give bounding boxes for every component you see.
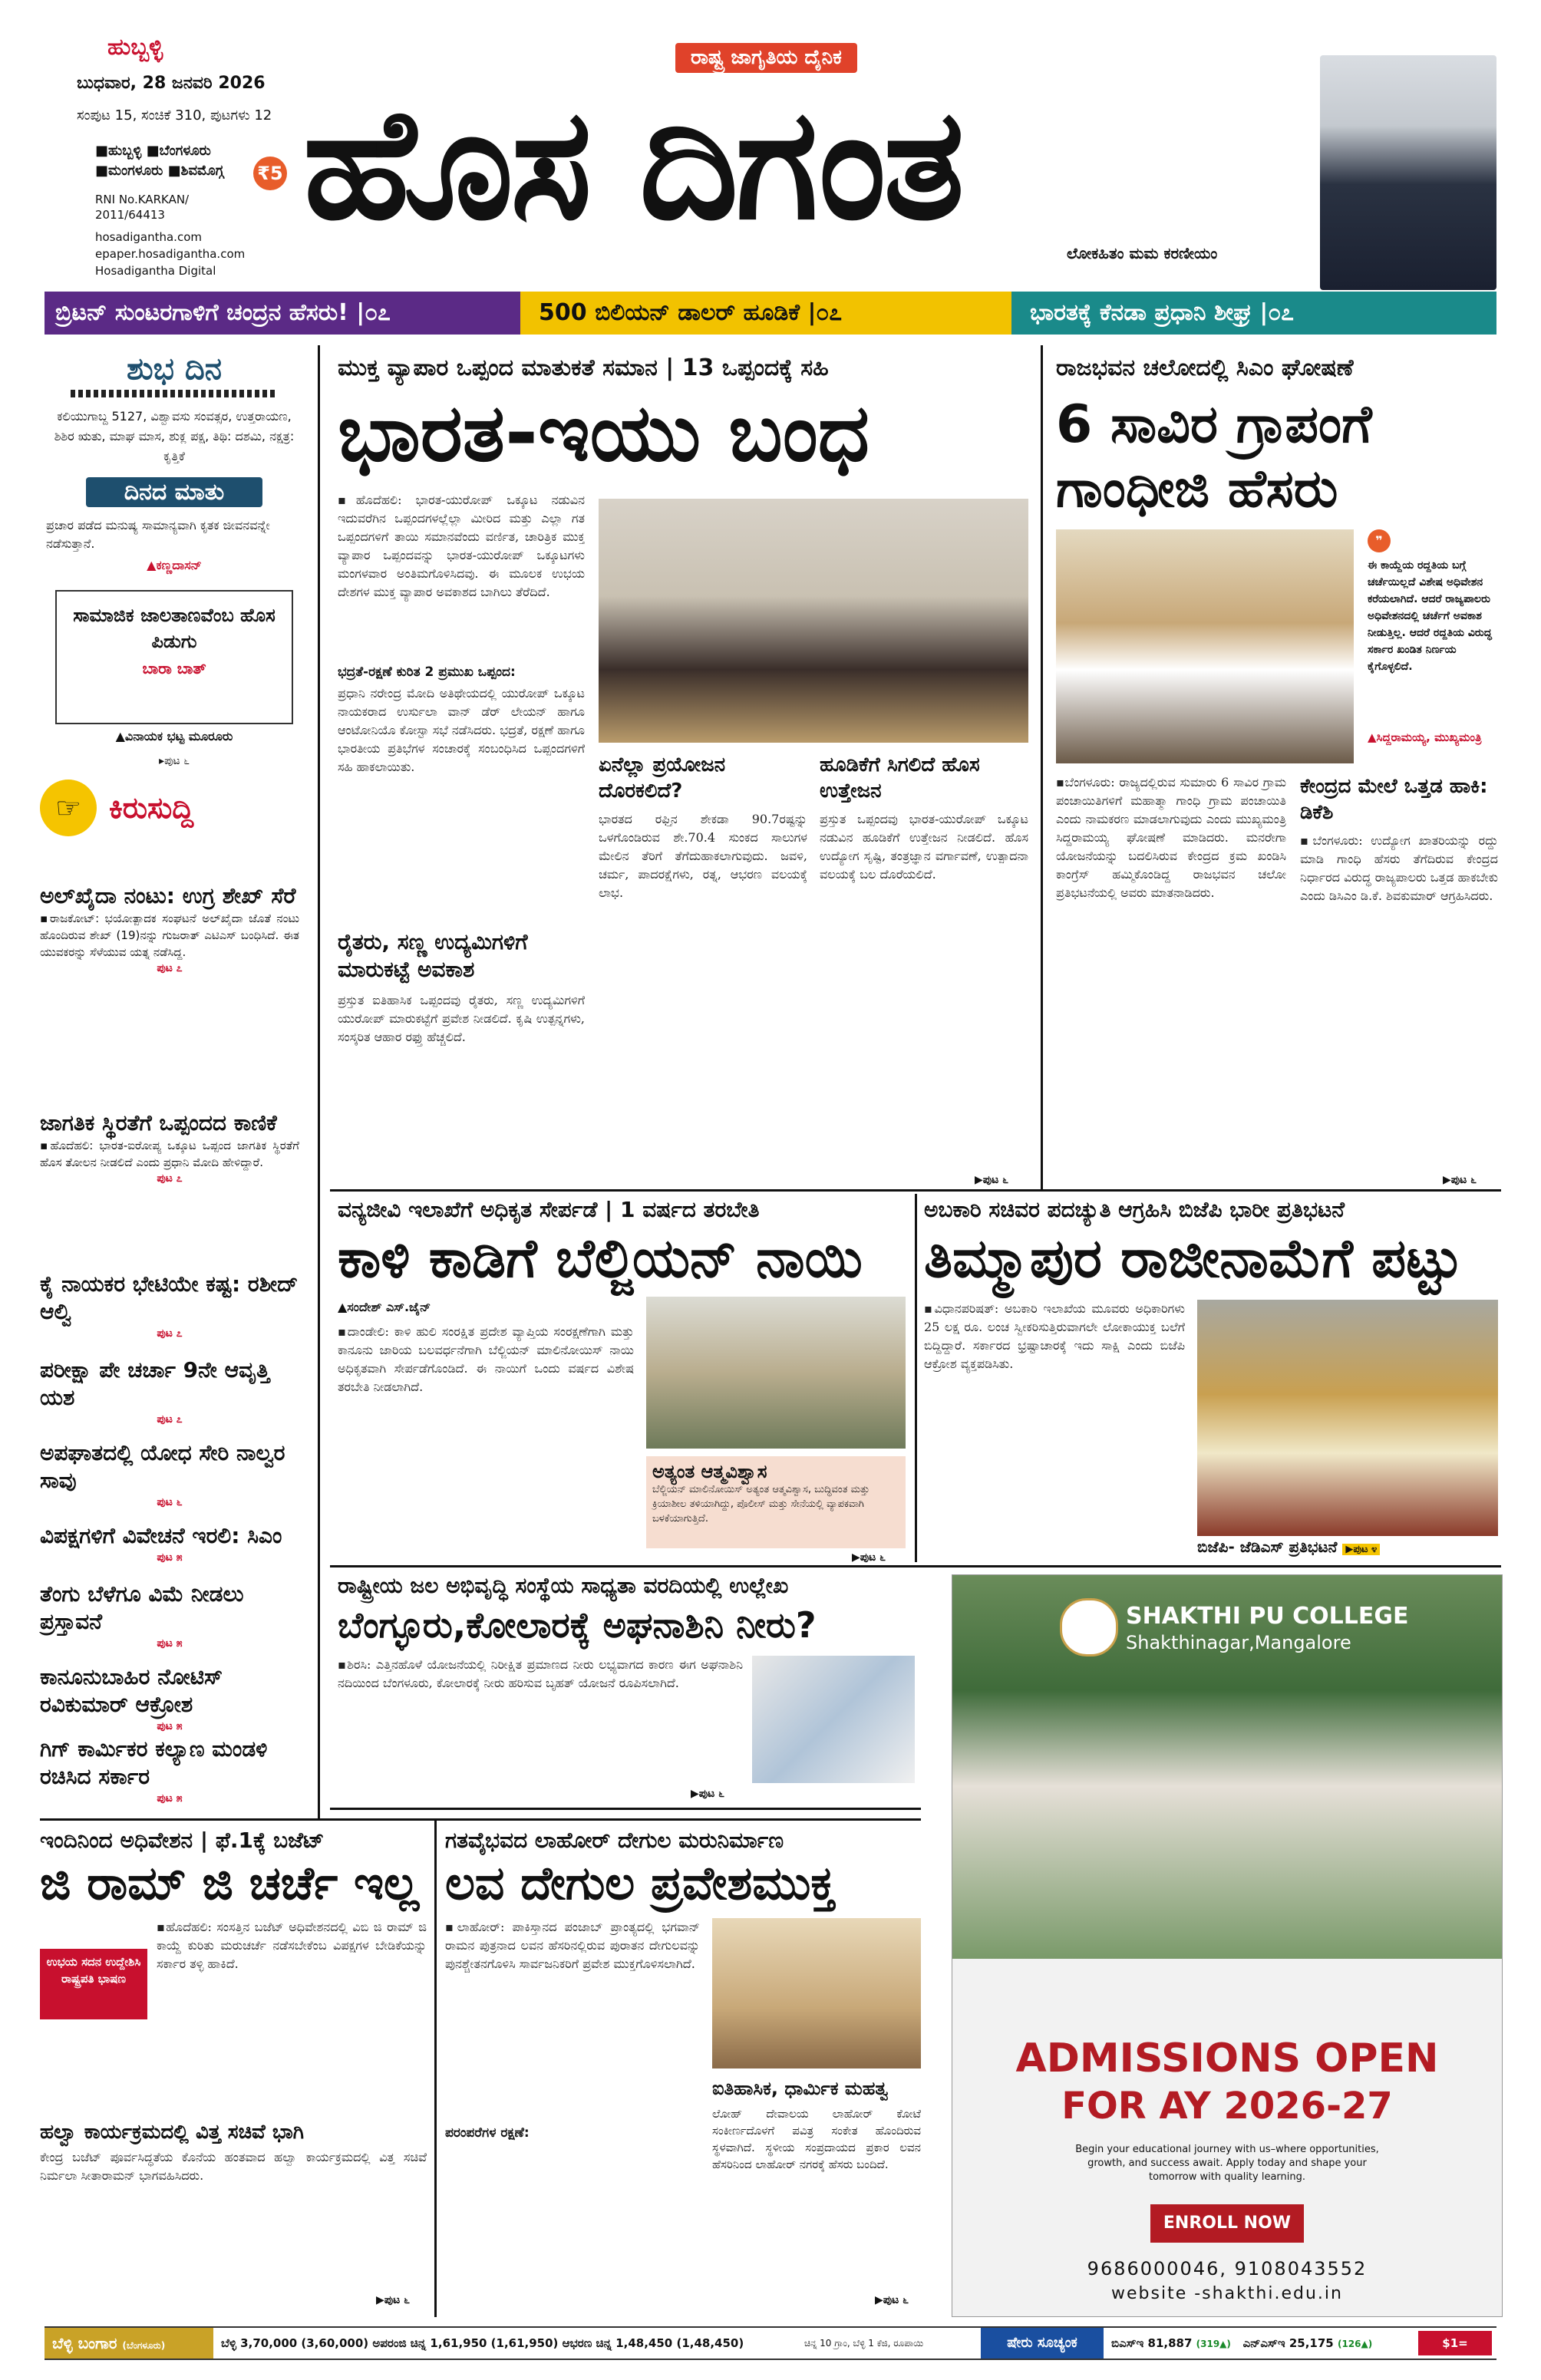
edition-line-1: ■ಹುಬ್ಬಳ್ಳಿ ■ಬೆಂಗಳೂರು: [95, 143, 211, 159]
gold-label-sub: (ಬೆಂಗಳೂರು): [122, 2340, 166, 2351]
water-photo: [752, 1656, 915, 1783]
ad-headline-2: FOR AY 2026-27: [1061, 2085, 1393, 2128]
second-quote: ಈ ಕಾಯ್ದೆಯ ರದ್ದತಿಯ ಬಗ್ಗೆ ಚರ್ಚೆಯಿಲ್ಲದೆ ವಿಶೇಷ ಅಧಿವೇಶನ ಕರೆಯಲಾಗಿದೆ. ಆದರೆ ರಾಜ್ಯಪಾಲರು ಅಧಿವೇಶನದಲ್ಲಿ ಚರ್ಚೆಗೆ ಅವಕಾಶ ನೀಡುತ್ತಿಲ್ಲ. ಆದರೆ ರದ್ದತಿಯ ವಿರುದ್ಧ ಸರ್ಕಾರ ಖಂಡಿತ ನಿರ್ಣಯ ಕೈಗೊಳ್ಳಲಿದೆ.: [1368, 559, 1492, 673]
lead-box-1-body: ಭಾರತದ ರಫ್ತಿನ ಶೇಕಡಾ 90.7ರಷ್ಟನ್ನು ಒಳಗೊಂಡಿರುವ ಶೇ.70.4 ಸುಂಕದ ಸಾಲುಗಳ ಮೇಲಿನ ತೆರಿಗೆ ತೆಗೆದುಹಾಕಲಾಗುವುದು. ಜವಳಿ, ಚರ್ಮ, ಪಾದರಕ್ಷೆಗಳು, ರತ್ನ, ಆಭರಣ ವಲಯಕ್ಕೆ ಲಾಭ.: [599, 812, 807, 900]
lead-photo: [599, 499, 1028, 743]
shubha-dina-title: ಶುಭ ದಿನ: [127, 351, 222, 387]
temple-box-body: ಲೋಹ್ ದೇವಾಲಯ ಲಾಹೋರ್ ಕೋಟೆ ಸಂಕೀರ್ಣದೊಳಗೆ ಪವಿತ್ರ ಸಂಕೇತ ಹೊಂದಿರುವ ಸ್ಥಳವಾಗಿದೆ. ಸ್ಥಳೀಯ ಸಂಪ್ರದಾಯದ ಪ್ರಕಾರ ಲವನ ಹೆಸರಿನಿಂದ ಲಾಹೋರ್ ನಗರಕ್ಕೆ ಹೆಸರು ಬಂದಿದೆ.: [712, 2107, 921, 2171]
dog-byline: ▲ಸಂದೇಶ್ ಎಸ್.ಜೈನ್: [338, 1300, 431, 1314]
college-ad[interactable]: [952, 1574, 1503, 2317]
dog-photo: [646, 1297, 906, 1449]
sidebar-item-3[interactable]: [40, 1271, 299, 1340]
session-body: ▪ಹೊದೆಹಲಿ: ಸಂಸತ್ತಿನ ಬಜೆಟ್ ಅಧಿವೇಶನದಲ್ಲಿ ವಿಬಿ ಜಿ ರಾಮ್ ಜಿ ಕಾಯ್ದೆ ಕುರಿತು ಮರುಚರ್ಚೆ ನಡೆಸಬೇಕೆಂಬ ವಿಪಕ್ಷಗಳ ಬೇಡಿಕೆಯನ್ನು ಸರ್ಕಾರ ತಳ್ಳಿ ಹಾಕಿದೆ.: [157, 1920, 427, 1971]
gold-rates: ಬೆಳ್ಳಿ 3,70,000 (3,60,000) ಅಪರಂಜಿ ಚಿನ್ನ 1,61,950 (1,61,950) ಆಭರಣ ಚಿನ್ನ 1,48,450 (1,48,450): [221, 2336, 744, 2350]
lead-page-ref[interactable]: ▶ಪುಟ ೬: [975, 1174, 1009, 1186]
teaser-2-page: |೦೭: [807, 299, 843, 326]
market-label: ಷೇರು ಸೂಚ್ಯಂಕ: [981, 2328, 1104, 2359]
sidebar-divider: [318, 345, 320, 1818]
sidebar-item-page: ಪುಟ ೫: [157, 1551, 183, 1564]
footer-bar: [45, 2326, 1496, 2375]
temple-box: [712, 2076, 921, 2306]
sidebar-item-title: ಕೈ ನಾಯಕರ ಭೇಟಿಯೇ ಕಷ್ಟ: ರಶೀದ್ ಆಲ್ವಿ: [40, 1271, 299, 1324]
lead-box-2-title: ಹೂಡಿಕೆಗೆ ಸಿಗಲಿದೆ ಹೊಸ ಉತ್ತೇಜನ: [820, 753, 980, 803]
ad-description: Begin your educational journey with us–where opportunities, growth, and success await. Apply today and shape your tomorrow with quality learning.: [1075, 2144, 1379, 2183]
teaser-2[interactable]: [520, 292, 1011, 335]
temple-page-ref[interactable]: ▶ಪುಟ ೬: [875, 2294, 909, 2306]
session-sub: ಹಲ್ವಾ ಕಾರ್ಯಕ್ರಮದಲ್ಲಿ ವಿತ್ತ ಸಚಿವೆ ಭಾಗಿ: [40, 2121, 304, 2144]
bjp-headline: ತಿಮ್ಮಾಪುರ ರಾಜೀನಾಮೆಗೆ ಪಟ್ಟು: [924, 1227, 1463, 1290]
second-photo: [1056, 529, 1354, 763]
teaser-1[interactable]: [45, 292, 520, 335]
volume-info: ಸಂಪುಟ 15, ಸಂಚಿಕೆ 310, ಪುಟಗಳು 12: [77, 107, 272, 124]
sidebar-item-4[interactable]: [40, 1356, 299, 1426]
session-sub-body: ಕೇಂದ್ರ ಬಜೆಟ್ ಪೂರ್ವಸಿದ್ಧತೆಯ ಕೊನೆಯ ಹಂತವಾದ ಹಲ್ವಾ ಕಾರ್ಯಕ್ರಮದಲ್ಲಿ ವಿತ್ತ ಸಚಿವೆ ನಿರ್ಮಲಾ ಸೀತಾರಾಮನ್ ಭಾಗವಹಿಸಿದರು.: [40, 2150, 427, 2183]
sidebar-item-title: ಪರೀಕ್ಷಾ ಪೇ ಚರ್ಚಾ 9ನೇ ಆವೃತ್ತಿ ಯಶ: [40, 1357, 270, 1410]
rni-number: RNI No.KARKAN/ 2011/64413: [95, 193, 190, 222]
sidebar-item-9[interactable]: [40, 1736, 299, 1805]
dinada-matu-title: ದಿನದ ಮಾತು: [86, 477, 262, 507]
bjp-caption-text: ಬಿಜೆಪಿ- ಜೆಡಿಎಸ್ ಪ್ರತಿಭಟನೆ: [1197, 1538, 1338, 1556]
dog-body: ▪ದಾಂಡೇಲಿ: ಕಾಳಿ ಹುಲಿ ಸಂರಕ್ಷಿತ ಪ್ರದೇಶ ವ್ಯಾಪ್ತಿಯ ಸಂರಕ್ಷಣೆಗಾಗಿ ಮತ್ತು ಕಾನೂನು ಜಾರಿಯ ಬಲವರ್ಧನೆಗಾಗಿ ಬೆಲ್ಜಿಯನ್ ಮಾಲಿನೋಯಿಸ್ ನಾಯಿ ಅಧಿಕೃತವಾಗಿ ಸೇರ್ಪಡೆಗೊಂಡಿದೆ. ಈ ನಾಯಿಗೆ ಒಂದು ವರ್ಷದ ವಿಶೇಷ ತರಬೇತಿ ನೀಡಲಾಗಿದೆ.: [338, 1324, 634, 1394]
ad-phones: 9686000046, 9108043552: [1087, 2258, 1368, 2279]
row-divider-3: [330, 1808, 921, 1810]
lead-divider: [1041, 345, 1043, 1189]
dog-box-body: ಬೆಲ್ಜಿಯನ್ ಮಾಲಿನೋಯಿಸ್ ಅತ್ಯಂತ ಆತ್ಮವಿಶ್ವಾಸ, ಬುದ್ಧಿವಂತ ಮತ್ತು ಕ್ರಿಯಾಶೀಲ ತಳಿಯಾಗಿದ್ದು, ಪೊಲೀಸ್ ಮತ್ತು ಸೇನೆಯಲ್ಲಿ ವ್ಯಾಪಕವಾಗಿ ಬಳಕೆಯಾಗುತ್ತಿದೆ.: [652, 1484, 870, 1525]
nifty-value: ಎನ್ಎಸ್‌ಇ 25,175: [1242, 2336, 1334, 2350]
cartoon-title: ಸಾಮಾಜಿಕ ಜಾಲತಾಣವೆಂಬ ಹೊಸ ಪಿಡುಗು: [73, 605, 276, 652]
dog-kicker: ವನ್ಯಜೀವಿ ಇಲಾಖೆಗೆ ಅಧಿಕೃತ ಸೇರ್ಪಡೆ | 1 ವರ್ಷದ ತರಬೇತಿ: [338, 1197, 760, 1222]
second-side-box: [1300, 773, 1498, 1172]
daily-quote: ಪ್ರಚಾರ ಪಡೆದ ಮನುಷ್ಯ ಸಾಮಾನ್ಯವಾಗಿ ಕೃತಕ ಜೀವನವನ್ನೇ ನಡೆಸುತ್ತಾನೆ.: [46, 518, 270, 551]
quote-author: ▲ಕಣ್ಣದಾಸನ್: [147, 558, 202, 572]
ad-location: Shakthinagar,Mangalore: [1126, 1632, 1351, 1653]
sidebar-item-title: ಕಾನೂನುಬಾಹಿರ ನೋಟಿಸ್ ರವಿಕುಮಾರ್ ಆಕ್ರೋಶ: [40, 1664, 223, 1717]
website-link[interactable]: hosadigantha.com: [95, 230, 202, 244]
sidebar-item-page: ಪುಟ ೫: [157, 1637, 183, 1650]
ad-college-name: SHAKTHI PU COLLEGE: [1126, 1603, 1409, 1630]
water-page-ref[interactable]: ▶ಪುಟ ೬: [691, 1788, 725, 1800]
lead-sub-2-body: ಪ್ರಸ್ತುತ ಐತಿಹಾಸಿಕ ಒಪ್ಪಂದವು ರೈತರು, ಸಣ್ಣ ಉದ್ಯಮಿಗಳಿಗೆ ಯುರೋಪ್ ಮಾರುಕಟ್ಟೆಗೆ ಪ್ರವೇಶ ನೀಡಲಿದೆ. ಕೃಷಿ ಉತ್ಪನ್ನಗಳು, ಸಂಸ್ಕರಿತ ಆಹಾರ ರಫ್ತು ಹೆಚ್ಚಲಿದೆ.: [338, 993, 585, 1044]
teaser-3[interactable]: [1011, 292, 1496, 335]
sidebar-item-6[interactable]: [40, 1522, 299, 1564]
gold-label-text: ಬೆಳ್ಳಿ ಬಂಗಾರ: [52, 2334, 117, 2352]
panchanga: ಕಲಿಯುಗಾಬ್ದ 5127, ವಿಶ್ವಾವಸು ಸಂವತ್ಸರ, ಉತ್ತರಾಯಣ, ಶಿಶಿರ ಋತು, ಮಾಘ ಮಾಸ, ಶುಕ್ಲ ಪಕ್ಷ, ತಿಥಿ: ದಶಮಿ, ನಕ್ಷತ್ರ: ಕೃತ್ತಿಕೆ: [54, 409, 295, 463]
water-headline: ಬೆಂಗ್ಳೂರು,ಕೋಲಾರಕ್ಕೆ ಅಘನಾಶಿನಿ ನೀರು?: [338, 1604, 817, 1646]
temple-sub: ಪರಂಪರೆಗಳ ರಕ್ಷಣೆ:: [445, 2125, 530, 2141]
ad-enroll-button[interactable]: ENROLL NOW: [1150, 2204, 1304, 2243]
sidebar-item-title: ಅಲ್‌ಖೈದಾ ನಂಟು: ಉಗ್ರ ಶೇಖ್ ಸೆರೆ: [40, 883, 296, 908]
sidebar-item-page: ಪುಟ ೭: [157, 1172, 183, 1185]
teaser-2-text: 500 ಬಿಲಿಯನ್ ಡಾಲರ್ ಹೂಡಿಕೆ: [539, 299, 800, 326]
bjp-page-ref[interactable]: ▶ಪುಟ ೪: [1342, 1544, 1380, 1555]
session-page-ref[interactable]: ▶ಪುಟ ೬: [376, 2294, 411, 2306]
sidebar-bottom-divider: [40, 1818, 921, 1821]
temple-body: ▪ಲಾಹೋರ್: ಪಾಕಿಸ್ತಾನದ ಪಂಜಾಬ್ ಪ್ರಾಂತ್ಯದಲ್ಲಿ ಭಗವಾನ್ ರಾಮನ ಪುತ್ರನಾದ ಲವನ ಹೆಸರಿನಲ್ಲಿರುವ ಪುರಾತನ ದೇಗುಲವನ್ನು ಪುನಶ್ಚೇತನಗೊಳಿಸಿ ಸಾರ್ವಜನಿಕರಿಗೆ ಪ್ರವೇಶ ಮುಕ್ತಗೊಳಿಸಲಾಗಿದೆ.: [445, 1920, 700, 1971]
cartoon-page: ▸ಪುಟ ೬: [159, 755, 190, 767]
newspaper-title: ಹೊಸ ದಿಗಂತ: [303, 75, 962, 254]
water-kicker: ರಾಷ್ಟ್ರೀಯ ಜಲ ಅಭಿವೃದ್ಧಿ ಸಂಸ್ಥೆಯ ಸಾಧ್ಯತಾ ವರದಿಯಲ್ಲಿ ಉಲ್ಲೇಖ: [338, 1573, 789, 1598]
sidebar-item-5[interactable]: [40, 1439, 299, 1508]
temple-headline: ಲವ ದೇಗುಲ ಪ್ರವೇಶಮುಕ್ತ: [445, 1857, 836, 1910]
sidebar-item-page: ಪುಟ ೭: [157, 962, 183, 974]
bjp-body: ▪ವಿಧಾನಪರಿಷತ್: ಅಬಕಾರಿ ಇಲಾಖೆಯ ಮೂವರು ಅಧಿಕಾರಿಗಳು 25 ಲಕ್ಷ ರೂ. ಲಂಚ ಸ್ವೀಕರಿಸುತ್ತಿರುವಾಗಲೇ ಲೋಕಾಯುಕ್ತ ಬಲೆಗೆ ಬಿದ್ದಿದ್ದಾರೆ. ಸರ್ಕಾರದ ಭ್ರಷ್ಟಾಚಾರಕ್ಕೆ ಇದು ಸಾಕ್ಷಿ ಎಂದು ಬಿಜೆಪಿ ಆಕ್ರೋಶ ವ್ಯಕ್ತಪಡಿಸಿತು.: [924, 1301, 1185, 1371]
lead-sub-2: ರೈತರು, ಸಣ್ಣ ಉದ್ಯಮಿಗಳಿಗೆ ಮಾರುಕಟ್ಟೆ ಅವಕಾಶ: [338, 929, 528, 982]
issue-date: ಬುಧವಾರ, 28 ಜನವರಿ 2026: [77, 74, 266, 93]
sidebar-item-page: ಪುಟ ೫: [157, 1720, 183, 1732]
sidebar-item-page: ಪುಟ ೫: [157, 1792, 183, 1805]
ad-logo-icon: [1060, 1598, 1118, 1656]
lead-kicker: ಮುಕ್ತ ವ್ಯಾಪಾರ ಒಪ್ಪಂದ ಮಾತುಕತೆ ಸಮಾನ | 13 ಒಪ್ಪಂದಕ್ಕೆ ಸಹಿ: [338, 354, 829, 381]
sidebar-item-title: ಅಪಘಾತದಲ್ಲಿ ಯೋಧ ಸೇರಿ ನಾಲ್ವರ ಸಾವು: [40, 1440, 285, 1493]
ad-headline-1: ADMISSIONS OPEN: [1015, 2036, 1439, 2082]
row-divider-1: [330, 1189, 1501, 1192]
sidebar-item-7[interactable]: [40, 1581, 299, 1650]
dog-headline: ಕಾಳಿ ಕಾಡಿಗೆ ಬೆಲ್ಜಿಯನ್ ನಾಯಿ: [338, 1227, 863, 1290]
bjp-caption: [1197, 1538, 1498, 1556]
lead-box-2: [820, 752, 1028, 1182]
epaper-link[interactable]: epaper.hosadigantha.com: [95, 247, 246, 261]
dog-page-ref[interactable]: ▶ಪುಟ ೬: [852, 1551, 886, 1564]
teaser-3-text: ಭಾರತಕ್ಕೆ ಕೆನಡಾ ಪ್ರಧಾನಿ ಶೀಘ್ರ: [1030, 299, 1252, 326]
dog-box-title: ಅತ್ಯಂತ ಆತ್ಮವಿಶ್ವಾಸ: [652, 1461, 767, 1482]
price-badge: ₹5: [253, 157, 287, 190]
sensex-value: ಬಿಎಸ್‌ಇ 81,887: [1111, 2336, 1193, 2350]
sidebar-item-page: ಪುಟ ೭: [157, 1413, 183, 1426]
teaser-1-page: |೦೭: [356, 299, 391, 326]
sidebar-item-title: ವಿಪಕ್ಷಗಳಿಗೆ ವಿವೇಚನೆ ಇರಲಿ: ಸಿಎಂ: [40, 1523, 282, 1548]
sidebar-item-page: ಪುಟ ೬: [157, 1496, 183, 1508]
second-headline: 6 ಸಾವಿರ ಗ್ರಾಪಂಗೆ ಗಾಂಧೀಜಿ ಹೆಸರು: [1056, 394, 1372, 519]
second-quote-author: ▲ಸಿದ್ದರಾಮಯ್ಯ, ಮುಖ್ಯಮಂತ್ರಿ: [1368, 730, 1482, 744]
lead-box-2-body: ಪ್ರಸ್ತುತ ಒಪ್ಪಂದವು ಭಾರತ-ಯುರೋಪ್ ಒಕ್ಕೂಟ ನಡುವಿನ ಹೂಡಿಕೆಗೆ ಉತ್ತೇಜನ ನೀಡಲಿದೆ. ಹೊಸ ಉದ್ಯೋಗ ಸೃಷ್ಟಿ, ತಂತ್ರಜ್ಞಾನ ವರ್ಗಾವಣೆ, ಉತ್ಪಾದನಾ ವಲಯಕ್ಕೆ ಬಲ ದೊರೆಯಲಿದೆ.: [820, 812, 1028, 882]
teaser-1-text: ಬ್ರಿಟನ್ ಸುಂಟರಗಾಳಿಗೆ ಚಂದ್ರನ ಹೆಸರು!: [55, 299, 348, 326]
teaser-bar: [45, 292, 1496, 335]
gold-note: ಚಿನ್ನ 10 ಗ್ರಾಂ, ಬೆಳ್ಳಿ 1 ಕೆಜಿ, ರೂಪಾಯಿ: [804, 2338, 924, 2349]
cartoon-box: [55, 590, 293, 724]
cartoon-tag: ಬಾರಾ ಬಾತ್: [142, 659, 206, 677]
cartoon-author: ▲ವಿನಾಯಕ ಭಟ್ಟ ಮೂರೂರು: [115, 729, 233, 743]
sensex-change: (319▲): [1196, 2339, 1231, 2349]
nifty-change: (126▲): [1337, 2339, 1373, 2349]
sidebar-item-title: ಗಿಗ್ ಕಾರ್ಮಿಕರ ಕಲ್ಯಾಣ ಮಂಡಳಿ ರಚಿಸಿದ ಸರ್ಕಾರ: [40, 1736, 268, 1789]
sidebar-item-title: ತೆಂಗು ಬೆಳೆಗೂ ವಿಮೆ ನೀಡಲು ಪ್ರಸ್ತಾವನೆ: [40, 1581, 244, 1634]
second-kicker: ರಾಜಭವನ ಚಲೋದಲ್ಲಿ ಸಿಎಂ ಘೋಷಣೆ: [1056, 354, 1354, 381]
dog-divider: [915, 1194, 917, 1562]
temple-photo: [712, 1918, 921, 2068]
bjp-photo: [1197, 1300, 1498, 1536]
row-divider-2: [330, 1565, 1501, 1567]
usd-rate: $1= ₹91.54: [1418, 2331, 1492, 2355]
quote-icon: ❞: [1368, 529, 1391, 552]
temple-box-title: ಐತಿಹಾಸಿಕ, ಧಾರ್ಮಿಕ ಮಹತ್ವ: [712, 2078, 889, 2099]
sidebar-item-body: ▪ರಾಜಕೋಟ್: ಭಯೋತ್ಪಾದಕ ಸಂಘಟನೆ ಅಲ್‌ಖೈದಾ ಜೊತೆ ನಂಟು ಹೊಂದಿರುವ ಶೇಖ್ (19)ನನ್ನು ಗುಜರಾತ್ ಎಟಿಎಸ್ ಬಂಧಿಸಿದೆ. ಈತ ಯುವಕರನ್ನು ಸೆಳೆಯುವ ಯತ್ನ ನಡೆಸಿದ್ದ.: [40, 911, 299, 959]
second-page-ref[interactable]: ▶ಪುಟ ೬: [1443, 1174, 1477, 1186]
sidebar-item-title: ಜಾಗತಿಕ ಸ್ಥಿರತೆಗೆ ಒಪ್ಪಂದದ ಕಾಣಿಕೆ: [40, 1110, 277, 1136]
dog-box: [646, 1456, 906, 1548]
gold-label: [45, 2328, 213, 2359]
water-body: ▪ಶಿರಸಿ: ಎತ್ತಿನಹೊಳೆ ಯೋಜನೆಯಲ್ಲಿ ನಿರೀಕ್ಷಿತ ಪ್ರಮಾಣದ ನೀರು ಲಭ್ಯವಾಗದ ಕಾರಣ ಈಗ ಅಘನಾಶಿನಿ ನದಿಯಿಂದ ಬೆಂಗಳೂರು, ಕೋಲಾರಕ್ಕೆ ನೀರು ಹರಿಸುವ ಬೃಹತ್ ಯೋಜನೆ ರೂಪಿಸಲಾಗಿದೆ.: [338, 1657, 743, 1690]
session-kicker: ಇಂದಿನಿಂದ ಅಧಿವೇಶನ | ಫೆ.1ಕ್ಕೆ ಬಜೆಟ್: [40, 1828, 325, 1853]
lead-body: ▪ಹೊದೆಹಲಿ: ಭಾರತ-ಯುರೋಪ್ ಒಕ್ಕೂಟ ನಡುವಿನ ಇದುವರೆಗಿನ ಒಪ್ಪಂದಗಳಲ್ಲೆಲ್ಲಾ ಮೀರಿದ ಮತ್ತು ಎಲ್ಲಾ ಗತ ಒಪ್ಪಂದಗಳಿಗೆ ತಾಯಿ ಸಮಾನವೆಂದು ವರ್ಣಿತ, ಚಾರಿತ್ರಿಕ ಮುಕ್ತ ವ್ಯಾಪಾರ ಒಪ್ಪಂದವನ್ನು ಭಾರತ-ಯುರೋಪ್ ಒಕ್ಕೂಟಗಳು ಮಂಗಳವಾರ ಅಂತಿಮಗೊಳಿಸಿದವು. ಈ ಮೂಲಕ ಉಭಯ ದೇಶಗಳ ಮುಕ್ತ ವ್ಯಾಪಾರ ಅವಕಾಶದ ಬಾಗಿಲು ತೆರೆದಿದೆ.: [338, 493, 585, 599]
teaser-3-page: |೦೭: [1259, 299, 1294, 326]
sidebar-item-body: ▪ಹೊದೆಹಲಿ: ಭಾರತ-ಐರೋಪ್ಯ ಒಕ್ಕೂಟ ಒಪ್ಪಂದ ಜಾಗತಿಕ ಸ್ಥಿರತೆಗೆ ಹೊಸ ತೋಲನ ನೀಡಲಿದೆ ಎಂದು ಪ್ರಧಾನಿ ಮೋದಿ ಹೇಳಿದ್ದಾರೆ.: [40, 1139, 299, 1169]
sidebar-item-1[interactable]: [40, 882, 299, 974]
masthead-photo: [1320, 55, 1496, 290]
kirusuddi-title: ಕಿರುಸುದ್ದಿ: [109, 790, 194, 825]
ad-website: website -shakthi.edu.in: [1111, 2284, 1343, 2303]
edition-line-2: ■ಮಂಗಳೂರು ■ಶಿವಮೊಗ್ಗ: [95, 163, 224, 179]
tagline-top: ರಾಷ್ಟ್ರ ಜಾಗೃತಿಯ ದೈನಿಕ: [675, 43, 857, 73]
sidebar-item-2[interactable]: [40, 1109, 299, 1185]
bjp-kicker: ಅಬಕಾರಿ ಸಚಿವರ ಪದಚ್ಯುತಿ ಆಗ್ರಹಿಸಿ ಬಿಜೆಪಿ ಭಾರೀ ಪ್ರತಿಭಟನೆ: [924, 1197, 1345, 1222]
sidebar-item-8[interactable]: [40, 1663, 299, 1732]
city-label: ಹುಬ್ಬಳ್ಳಿ: [107, 34, 163, 61]
second-side-body: ▪ಬೆಂಗಳೂರು: ಉದ್ಯೋಗ ಖಾತರಿಯನ್ನು ರದ್ದು ಮಾಡಿ ಗಾಂಧಿ ಹೆಸರು ತೆಗೆದಿರುವ ಕೇಂದ್ರದ ನಿರ್ಧಾರದ ವಿರುದ್ಧ ರಾಜ್ಯಪಾಲರು ಒತ್ತಡ ಹಾಕಬೇಕು ಎಂದು ಡಿಸಿಎಂ ಡಿ.ಕೆ. ಶಿವಕುಮಾರ್ ಆಗ್ರಹಿಸಿದರು.: [1300, 833, 1498, 903]
lead-headline: ಭಾರತ-ಇಯು ಬಂಧ: [338, 386, 869, 480]
session-divider: [434, 1820, 437, 2317]
lead-box-1: [599, 752, 807, 1182]
tagline-bottom: ಲೋಕಹಿತಂ ಮಮ ಕರಣೀಯಂ: [1067, 244, 1218, 262]
market-values: [1111, 2328, 1372, 2359]
second-body: ▪ಬೆಂಗಳೂರು: ರಾಜ್ಯದಲ್ಲಿರುವ ಸುಮಾರು 6 ಸಾವಿರ ಗ್ರಾಮ ಪಂಚಾಯಿತಿಗಳಿಗೆ ಮಹಾತ್ಮಾ ಗಾಂಧಿ ಗ್ರಾಮ ಪಂಚಾಯಿತಿ ಎಂದು ನಾಮಕರಣ ಮಾಡಲಾಗುವುದು ಎಂದು ಮುಖ್ಯಮಂತ್ರಿ ಸಿದ್ದರಾಮಯ್ಯ ಘೋಷಣೆ ಮಾಡಿದರು. ಮನರೇಗಾ ಯೋಜನೆಯನ್ನು ಬದಲಿಸಿರುವ ಕೇಂದ್ರದ ಕ್ರಮ ಖಂಡಿಸಿ ಕಾಂಗ್ರೆಸ್ ಹಮ್ಮಿಕೊಂಡಿದ್ದ ರಾಜಭವನ ಚಲೋ ಪ್ರತಿಭಟನೆಯಲ್ಲಿ ಅವರು ಮಾತನಾಡಿದರು.: [1056, 775, 1286, 900]
session-box: ಉಭಯ ಸದನ ಉದ್ದೇಶಿಸಿ ರಾಷ್ಟ್ರಪತಿ ಭಾಷಣ: [40, 1949, 147, 2019]
kirusuddi-header: [40, 780, 309, 836]
masthead: [0, 0, 1541, 290]
session-headline: ಜಿ ರಾಮ್ ಜಿ ಚರ್ಚೆ ಇಲ್ಲ: [40, 1857, 420, 1910]
sidebar-item-page: ಪುಟ ೭: [157, 1327, 183, 1340]
lead-sub-1-body: ಪ್ರಧಾನಿ ನರೇಂದ್ರ ಮೋದಿ ಅತಿಥೇಯದಲ್ಲಿ ಯುರೋಪ್ ಒಕ್ಕೂಟ ನಾಯಕರಾದ ಉರ್ಸುಲಾ ವಾನ್ ಡೆರ್ ಲೇಯನ್ ಹಾಗೂ ಆಂಟೋನಿಯೊ ಕೋಸ್ಟಾ ಸಭೆ ನಡೆಸಿದರು. ಭದ್ರತೆ, ರಕ್ಷಣೆ ಹಾಗೂ ಭಾರತೀಯ ಪ್ರತಿಭೆಗಳ ಸಂಚಾರಕ್ಕೆ ಸಂಬಂಧಿಸಿದ ಒಪ್ಪಂದಗಳಿಗೆ ಸಹಿ ಹಾಕಲಾಯಿತು.: [338, 686, 585, 774]
second-side-title: ಕೇಂದ್ರದ ಮೇಲೆ ಒತ್ತಡ ಹಾಕಿ: ಡಿಕೆಶಿ: [1300, 775, 1488, 824]
lead-box-1-title: ಏನೆಲ್ಲಾ ಪ್ರಯೋಜನ ದೊರಕಲಿದೆ?: [599, 753, 726, 803]
lead-sub-1: ಭದ್ರತೆ-ರಕ್ಷಣೆ ಕುರಿತ 2 ಪ್ರಮುಖ ಒಪ್ಪಂದ:: [338, 664, 516, 680]
temple-kicker: ಗತವೈಭವದ ಲಾಹೋರ್ ದೇಗುಲ ಮರುನಿರ್ಮಾಣ: [445, 1828, 784, 1853]
digital-link[interactable]: Hosadigantha Digital: [95, 264, 216, 278]
hand-icon: ☞: [40, 780, 97, 836]
